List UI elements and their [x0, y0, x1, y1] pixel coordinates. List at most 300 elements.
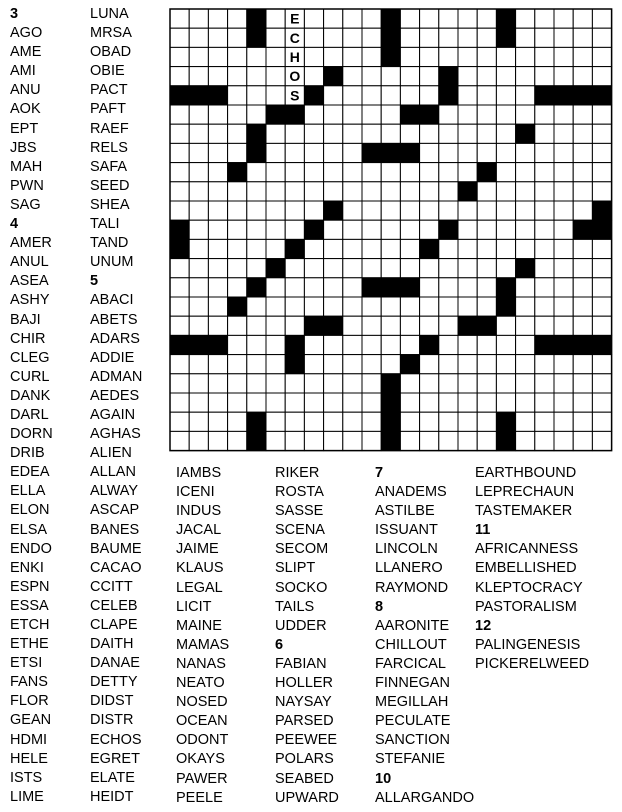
grid-cell	[228, 47, 247, 66]
grid-cell	[535, 393, 554, 412]
word-entry: CACAO	[90, 559, 142, 576]
grid-cell	[228, 124, 247, 143]
black-cell	[247, 9, 266, 28]
word-list-column-3	[176, 464, 229, 808]
grid-cell	[324, 182, 343, 201]
grid-cell	[189, 431, 208, 450]
grid-cell	[458, 259, 477, 278]
grid-cell	[189, 316, 208, 335]
grid-cell	[170, 47, 189, 66]
grid-cell	[516, 67, 535, 86]
word-entry: PEELE	[176, 789, 223, 806]
grid-cell	[516, 220, 535, 239]
grid-cell	[324, 259, 343, 278]
grid-cell	[573, 124, 592, 143]
grid-cell	[266, 163, 285, 182]
word-entry: JBS	[10, 139, 37, 156]
grid-cell	[516, 143, 535, 162]
black-cell	[554, 335, 573, 354]
grid-cell	[304, 47, 323, 66]
grid-cell	[554, 163, 573, 182]
word-entry: SLIPT	[275, 560, 316, 577]
word-entry: ADDIE	[90, 349, 135, 366]
word-entry: RIKER	[275, 465, 320, 481]
grid-cell	[439, 374, 458, 393]
grid-cell	[228, 259, 247, 278]
grid-cell	[324, 374, 343, 393]
grid-cell	[343, 239, 362, 258]
grid-cell	[324, 239, 343, 258]
grid-cell	[170, 28, 189, 47]
grid-cell	[477, 355, 496, 374]
grid-cell	[343, 105, 362, 124]
grid-cell	[420, 393, 439, 412]
black-cell	[592, 201, 611, 220]
grid-cell	[228, 86, 247, 105]
grid-cell	[362, 182, 381, 201]
word-entry: OKAYS	[176, 751, 225, 768]
black-cell	[400, 143, 419, 162]
grid-cell	[266, 278, 285, 297]
word-entry: DAITH	[90, 636, 134, 653]
placed-letter: E	[290, 10, 300, 27]
word-entry: AGO	[10, 25, 43, 42]
grid-cell	[439, 431, 458, 450]
grid-cell	[324, 220, 343, 239]
black-cell	[592, 86, 611, 105]
word-entry: DETTY	[90, 674, 138, 691]
word-list-column-6	[475, 464, 589, 674]
grid-cell	[573, 105, 592, 124]
grid-cell	[324, 28, 343, 47]
black-cell	[554, 86, 573, 105]
grid-cell	[208, 220, 227, 239]
grid-cell	[208, 355, 227, 374]
grid-cell	[592, 239, 611, 258]
grid-cell	[573, 239, 592, 258]
word-entry: ALIEN	[90, 445, 132, 462]
word-entry: POLARS	[275, 751, 334, 768]
grid-cell	[458, 47, 477, 66]
grid-cell	[554, 431, 573, 450]
grid-cell	[285, 374, 304, 393]
grid-cell	[573, 9, 592, 28]
grid-cell	[477, 9, 496, 28]
grid-cell	[170, 316, 189, 335]
grid-cell	[592, 297, 611, 316]
word-entry: EARTHBOUND	[475, 465, 577, 481]
black-cell	[477, 163, 496, 182]
word-entry: ECHOS	[90, 731, 142, 748]
word-entry: AMER	[10, 235, 52, 252]
grid-cell	[266, 412, 285, 431]
grid-cell	[592, 278, 611, 297]
grid-cell	[343, 393, 362, 412]
word-entry: FARCICAL	[375, 655, 446, 672]
word-list-column-4	[275, 464, 339, 808]
grid-cell	[573, 47, 592, 66]
grid-cell	[285, 393, 304, 412]
grid-cell	[381, 316, 400, 335]
grid-cell	[477, 239, 496, 258]
crossword-grid	[169, 8, 613, 452]
word-entry: UDDER	[275, 617, 327, 634]
grid-cell	[592, 47, 611, 66]
grid-cell	[266, 86, 285, 105]
grid-cell	[228, 9, 247, 28]
word-entry: RAEF	[90, 120, 129, 137]
black-cell	[496, 431, 515, 450]
grid-cell	[439, 335, 458, 354]
grid-cell	[400, 86, 419, 105]
grid-cell	[228, 374, 247, 393]
grid-cell	[477, 335, 496, 354]
grid-cell	[573, 259, 592, 278]
grid-cell	[304, 259, 323, 278]
grid-cell	[458, 220, 477, 239]
word-entry: AGAIN	[90, 406, 136, 423]
grid-cell	[458, 105, 477, 124]
grid-cell	[477, 259, 496, 278]
word-entry: HOLLER	[275, 675, 334, 692]
black-cell	[170, 220, 189, 239]
grid-cell	[343, 67, 362, 86]
word-entry: ABETS	[90, 311, 138, 328]
placed-letter: C	[289, 29, 300, 46]
word-entry: DORN	[10, 426, 53, 443]
word-entry: SEED	[90, 177, 130, 194]
grid-cell	[516, 239, 535, 258]
word-entry: PASTORALISM	[475, 598, 577, 615]
word-entry: DANK	[10, 387, 51, 404]
grid-cell	[285, 297, 304, 316]
word-list-column-1	[10, 5, 53, 807]
word-entry: INDUS	[176, 503, 222, 520]
grid-cell	[420, 86, 439, 105]
grid-cell	[266, 47, 285, 66]
grid-cell	[592, 163, 611, 182]
word-entry: CELEB	[90, 597, 138, 614]
grid-cell	[458, 412, 477, 431]
grid-cell	[458, 9, 477, 28]
word-entry: BAJI	[10, 311, 41, 328]
grid-cell	[170, 105, 189, 124]
grid-cell	[554, 105, 573, 124]
grid-cell	[535, 278, 554, 297]
grid-cell	[343, 374, 362, 393]
black-cell	[439, 67, 458, 86]
word-entry: ELSA	[10, 521, 48, 538]
word-entry: ETCH	[10, 617, 50, 633]
grid-cell	[573, 316, 592, 335]
grid-cell	[362, 393, 381, 412]
black-cell	[189, 335, 208, 354]
black-cell	[324, 316, 343, 335]
grid-cell	[304, 297, 323, 316]
grid-cell	[208, 412, 227, 431]
black-cell	[247, 431, 266, 450]
grid-cell	[228, 220, 247, 239]
grid-cell	[573, 412, 592, 431]
grid-cell	[285, 163, 304, 182]
word-entry: PECULATE	[375, 713, 451, 730]
grid-cell	[266, 28, 285, 47]
grid-cell	[324, 278, 343, 297]
grid-cell	[362, 124, 381, 143]
word-entry: LINCOLN	[375, 541, 438, 558]
grid-cell	[208, 124, 227, 143]
grid-cell	[458, 393, 477, 412]
word-entry: ABACI	[90, 292, 134, 309]
grid-cell	[381, 182, 400, 201]
black-cell	[285, 239, 304, 258]
grid-cell	[516, 278, 535, 297]
grid-cell	[304, 163, 323, 182]
black-cell	[496, 9, 515, 28]
black-cell	[228, 297, 247, 316]
length-header: 3	[10, 6, 19, 22]
grid-cell	[516, 374, 535, 393]
grid-cell	[458, 355, 477, 374]
word-entry: DANAE	[90, 655, 140, 672]
word-entry: TASTEMAKER	[475, 503, 573, 520]
grid-cell	[592, 105, 611, 124]
grid-cell	[247, 355, 266, 374]
grid-cell	[324, 297, 343, 316]
black-cell	[516, 259, 535, 278]
word-entry: ANADEMS	[375, 484, 447, 501]
black-cell	[266, 259, 285, 278]
grid-cell	[439, 239, 458, 258]
black-cell	[592, 220, 611, 239]
word-entry: OCEAN	[176, 713, 228, 730]
grid-cell	[247, 297, 266, 316]
black-cell	[439, 86, 458, 105]
grid-cell	[439, 412, 458, 431]
grid-cell	[592, 259, 611, 278]
grid-cell	[477, 86, 496, 105]
grid-cell	[362, 105, 381, 124]
word-entry: ADMAN	[90, 368, 143, 385]
grid-cell	[208, 201, 227, 220]
grid-cell	[343, 163, 362, 182]
grid-cell	[170, 412, 189, 431]
grid-cell	[535, 297, 554, 316]
grid-cell	[573, 431, 592, 450]
grid-cell	[285, 316, 304, 335]
grid-cell	[208, 67, 227, 86]
word-entry: CLAPE	[90, 617, 138, 633]
grid-cell	[458, 67, 477, 86]
grid-cell	[439, 47, 458, 66]
word-entry: TALI	[90, 216, 120, 233]
word-entry: ETSI	[10, 655, 43, 672]
grid-cell	[170, 124, 189, 143]
grid-cell	[592, 431, 611, 450]
grid-cell	[189, 105, 208, 124]
grid-cell	[208, 28, 227, 47]
grid-cell	[247, 239, 266, 258]
grid-cell	[573, 143, 592, 162]
grid-cell	[496, 335, 515, 354]
grid-cell	[592, 393, 611, 412]
grid-cell	[592, 28, 611, 47]
grid-cell	[189, 28, 208, 47]
grid-cell	[189, 143, 208, 162]
word-entry: SAG	[10, 196, 41, 213]
grid-cell	[439, 105, 458, 124]
grid-cell	[208, 374, 227, 393]
grid-cell	[285, 201, 304, 220]
grid-cell	[266, 67, 285, 86]
word-entry: ANUL	[10, 254, 49, 271]
word-entry: STEFANIE	[375, 751, 446, 768]
grid-cell	[554, 124, 573, 143]
word-entry: MEGILLAH	[375, 694, 449, 711]
grid-cell	[343, 259, 362, 278]
grid-cell	[247, 67, 266, 86]
black-cell	[285, 105, 304, 124]
grid-cell	[304, 431, 323, 450]
grid-cell	[208, 431, 227, 450]
grid-cell	[458, 124, 477, 143]
grid-cell	[189, 163, 208, 182]
word-entry: ASCAP	[90, 502, 140, 519]
grid-cell	[420, 278, 439, 297]
grid-cell	[324, 393, 343, 412]
grid-cell	[400, 412, 419, 431]
word-entry: ASEA	[10, 273, 49, 290]
grid-cell	[458, 201, 477, 220]
grid-cell	[381, 67, 400, 86]
black-cell	[516, 124, 535, 143]
grid-cell	[208, 143, 227, 162]
grid-cell	[285, 124, 304, 143]
grid-cell	[516, 335, 535, 354]
grid-cell	[554, 316, 573, 335]
grid-cell	[170, 182, 189, 201]
grid-cell	[189, 278, 208, 297]
grid-cell	[381, 239, 400, 258]
grid-cell	[496, 124, 515, 143]
grid-cell	[170, 259, 189, 278]
grid-cell	[439, 124, 458, 143]
grid-cell	[304, 278, 323, 297]
word-entry: TAILS	[275, 598, 315, 615]
word-entry: MRSA	[90, 25, 132, 42]
grid-cell	[400, 335, 419, 354]
word-entry: HELE	[10, 750, 48, 767]
grid-cell	[400, 163, 419, 182]
grid-cell	[400, 431, 419, 450]
grid-cell	[400, 67, 419, 86]
grid-cell	[304, 374, 323, 393]
grid-cell	[573, 67, 592, 86]
grid-cell	[477, 412, 496, 431]
word-entry: CHILLOUT	[375, 636, 447, 653]
grid-cell	[362, 431, 381, 450]
grid-cell	[516, 9, 535, 28]
grid-cell	[304, 201, 323, 220]
grid-cell	[554, 9, 573, 28]
grid-cell	[535, 201, 554, 220]
word-entry: PICKERELWEED	[475, 655, 590, 672]
grid-cell	[228, 182, 247, 201]
black-cell	[362, 278, 381, 297]
grid-cell	[439, 182, 458, 201]
grid-cell	[304, 124, 323, 143]
grid-cell	[496, 86, 515, 105]
grid-cell	[535, 67, 554, 86]
grid-cell	[496, 239, 515, 258]
grid-cell	[496, 182, 515, 201]
word-entry: ADARS	[90, 330, 140, 347]
grid-cell	[247, 316, 266, 335]
grid-cell	[592, 412, 611, 431]
black-cell	[304, 86, 323, 105]
grid-cell	[324, 431, 343, 450]
grid-cell	[362, 297, 381, 316]
word-entry: PARSED	[275, 713, 334, 730]
grid-cell	[324, 105, 343, 124]
word-entry: AGHAS	[90, 426, 141, 443]
grid-cell	[362, 28, 381, 47]
grid-cell	[420, 28, 439, 47]
grid-cell	[554, 28, 573, 47]
grid-cell	[285, 278, 304, 297]
grid-cell	[496, 143, 515, 162]
black-cell	[458, 182, 477, 201]
word-entry: LUNA	[90, 6, 129, 22]
grid-cell	[535, 316, 554, 335]
grid-cell	[247, 374, 266, 393]
grid-cell	[285, 220, 304, 239]
word-entry: JAIME	[176, 541, 219, 558]
word-entry: ENDO	[10, 540, 52, 557]
grid-cell	[477, 143, 496, 162]
word-entry: CCITT	[90, 578, 133, 595]
placed-letter: H	[289, 49, 300, 65]
grid-cell	[535, 9, 554, 28]
grid-cell	[381, 220, 400, 239]
grid-cell	[420, 143, 439, 162]
grid-cell	[228, 355, 247, 374]
grid-cell	[247, 47, 266, 66]
grid-cell	[496, 316, 515, 335]
grid-cell	[516, 105, 535, 124]
word-entry: SHEA	[90, 196, 130, 213]
grid-cell	[170, 201, 189, 220]
grid-cell	[266, 297, 285, 316]
grid-cell	[554, 412, 573, 431]
black-cell	[458, 316, 477, 335]
grid-cell	[170, 143, 189, 162]
grid-cell	[362, 86, 381, 105]
black-cell	[535, 335, 554, 354]
grid-cell	[381, 259, 400, 278]
grid-cell	[343, 86, 362, 105]
grid-cell	[266, 9, 285, 28]
word-entry: FABIAN	[275, 655, 327, 672]
grid-cell	[228, 28, 247, 47]
grid-cell	[362, 9, 381, 28]
grid-cell	[189, 355, 208, 374]
black-cell	[573, 220, 592, 239]
word-entry: LICIT	[176, 598, 212, 615]
word-entry: NOSED	[176, 694, 228, 711]
word-entry: IAMBS	[176, 465, 222, 481]
grid-cell	[535, 259, 554, 278]
